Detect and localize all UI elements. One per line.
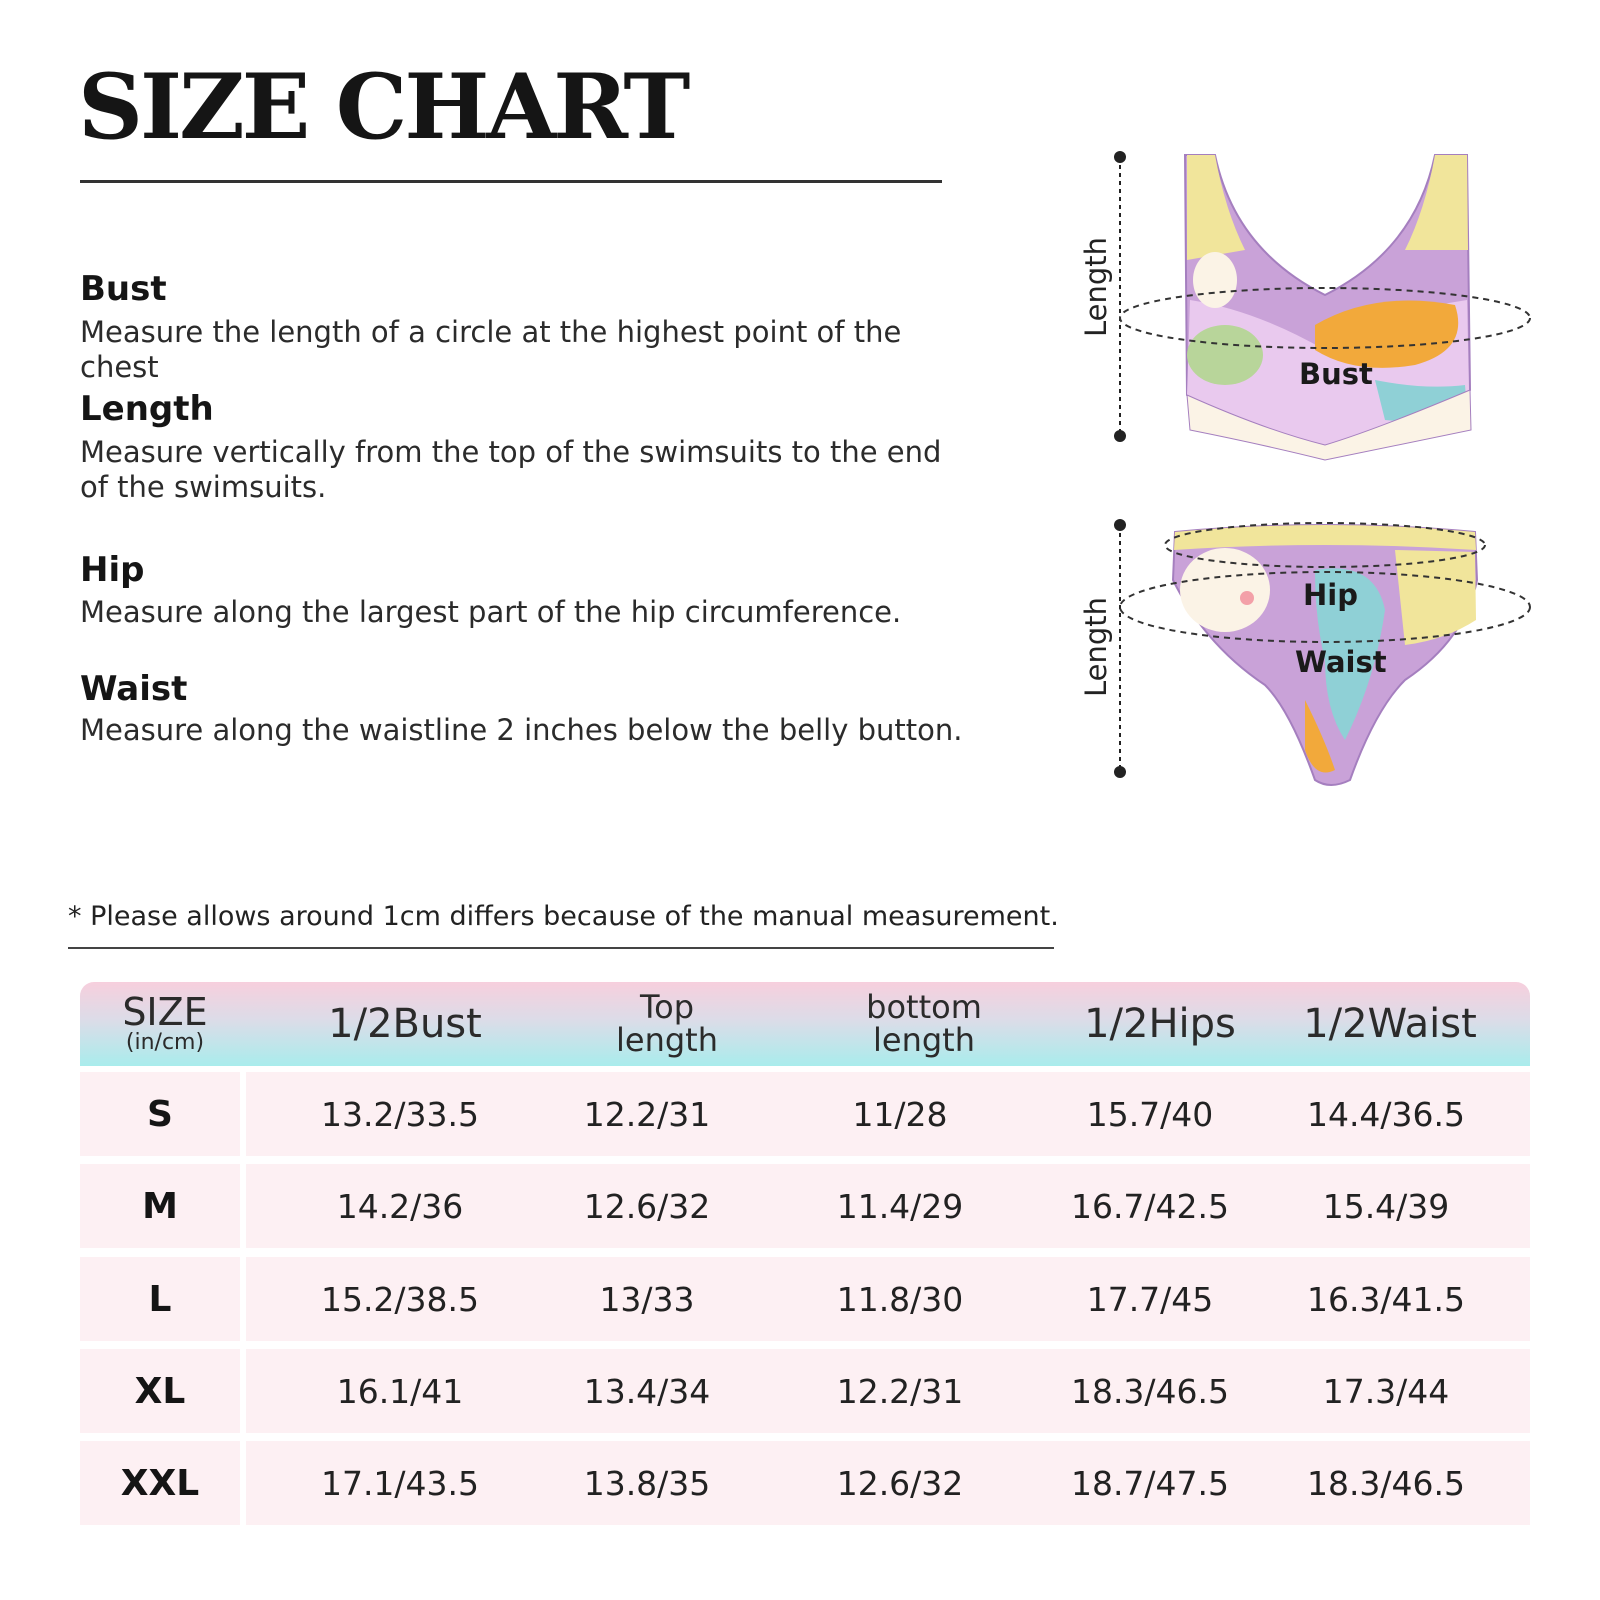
hips-cell: 17.7/45 — [1086, 1279, 1214, 1319]
hips-cell: 15.7/40 — [1086, 1094, 1214, 1134]
top-length-label: Length — [1079, 236, 1113, 338]
size-table — [80, 982, 1530, 1504]
header-top-length-line1: Top — [640, 988, 694, 1026]
bikini-top — [1185, 155, 1471, 460]
header-size-label: SIZE — [122, 990, 208, 1034]
length-description: Measure vertically from the top of the swimsuits to the end of the swimsuits. — [80, 435, 942, 504]
header-top-length-line2: length — [616, 1021, 718, 1059]
bottom-length-cell: 12.2/31 — [836, 1371, 964, 1411]
header-waist — [1280, 982, 1500, 1066]
top-length-cell: 13/33 — [599, 1279, 695, 1319]
size-cell: XXL — [80, 1441, 240, 1525]
hips-cell: 18.3/46.5 — [1070, 1371, 1230, 1411]
bust-cell: 13.2/33.5 — [320, 1094, 480, 1134]
waist-cell: 16.3/41.5 — [1306, 1279, 1466, 1319]
header-bust — [305, 982, 505, 1066]
header-size — [100, 982, 230, 1066]
hips-cell: 16.7/42.5 — [1070, 1186, 1230, 1226]
measurement-note: * Please allows around 1cm differs because of the manual measurement. — [68, 901, 1059, 932]
title-divider — [80, 180, 942, 183]
top-length-dot-top — [1114, 151, 1126, 163]
table-row — [80, 1349, 1530, 1433]
waist-cell: 14.4/36.5 — [1306, 1094, 1466, 1134]
bust-cell: 16.1/41 — [336, 1371, 464, 1411]
header-bottom-length — [814, 982, 1034, 1066]
note-divider — [68, 947, 1054, 949]
row-values — [246, 1072, 1530, 1156]
table-row — [80, 1441, 1530, 1525]
table-row — [80, 1257, 1530, 1341]
bottom-length-dot-bottom — [1114, 766, 1126, 778]
hip-heading: Hip — [80, 550, 145, 590]
header-size-unit: (in/cm) — [125, 1030, 205, 1055]
top-length-cell: 13.8/35 — [583, 1463, 711, 1503]
row-values — [246, 1441, 1530, 1525]
row-values — [246, 1349, 1530, 1433]
row-values — [246, 1164, 1530, 1248]
size-cell: S — [80, 1072, 240, 1156]
bottom-length-cell: 11/28 — [852, 1094, 948, 1134]
size-cell: L — [80, 1257, 240, 1341]
bottom-length-cell: 11.8/30 — [836, 1279, 964, 1319]
table-row — [80, 1164, 1530, 1248]
row-values — [246, 1257, 1530, 1341]
bottom-length-cell: 12.6/32 — [836, 1463, 964, 1503]
top-length-dot-bottom — [1114, 430, 1126, 442]
waist-cell: 17.3/44 — [1322, 1371, 1450, 1411]
size-cell: XL — [80, 1349, 240, 1433]
waist-cell: 18.3/46.5 — [1306, 1463, 1466, 1503]
table-row — [80, 1072, 1530, 1156]
bottom-length-dot-top — [1114, 519, 1126, 531]
bust-heading: Bust — [80, 269, 167, 309]
length-heading: Length — [80, 389, 214, 429]
bust-cell: 17.1/43.5 — [320, 1463, 480, 1503]
bust-cell: 15.2/38.5 — [320, 1279, 480, 1319]
header-top-length — [567, 982, 767, 1066]
bottom-length-label: Length — [1079, 596, 1113, 698]
header-bust-label: 1/2Bust — [328, 1001, 482, 1047]
bottom-length-cell: 11.4/29 — [836, 1186, 964, 1226]
bust-cell: 14.2/36 — [336, 1186, 464, 1226]
bust-description: Measure the length of a circle at the highest point of the chest — [80, 315, 902, 384]
waist-heading: Waist — [80, 669, 188, 709]
top-length-cell: 13.4/34 — [583, 1371, 711, 1411]
size-cell: M — [80, 1164, 240, 1248]
waist-description: Measure along the waistline 2 inches below the belly button. — [80, 713, 963, 747]
header-hips-label: 1/2Hips — [1084, 1001, 1236, 1047]
hip-label: Hip — [1303, 578, 1358, 612]
swimsuit-drawing — [1075, 140, 1535, 820]
page-title: SIZE CHART — [78, 54, 688, 160]
top-length-cell: 12.6/32 — [583, 1186, 711, 1226]
table-header — [80, 982, 1530, 1066]
swimsuit-illustration — [1075, 140, 1535, 820]
top-length-cell: 12.2/31 — [583, 1094, 711, 1134]
waist-label: Waist — [1295, 645, 1387, 679]
hips-cell: 18.7/47.5 — [1070, 1463, 1230, 1503]
header-bottom-length-line1: bottom — [866, 988, 982, 1026]
waist-cell: 15.4/39 — [1322, 1186, 1450, 1226]
bust-label: Bust — [1299, 357, 1373, 391]
header-hips — [1050, 982, 1270, 1066]
header-waist-label: 1/2Waist — [1303, 1001, 1477, 1047]
header-bottom-length-line2: length — [873, 1021, 975, 1059]
hip-description: Measure along the largest part of the hip circumference. — [80, 595, 902, 629]
